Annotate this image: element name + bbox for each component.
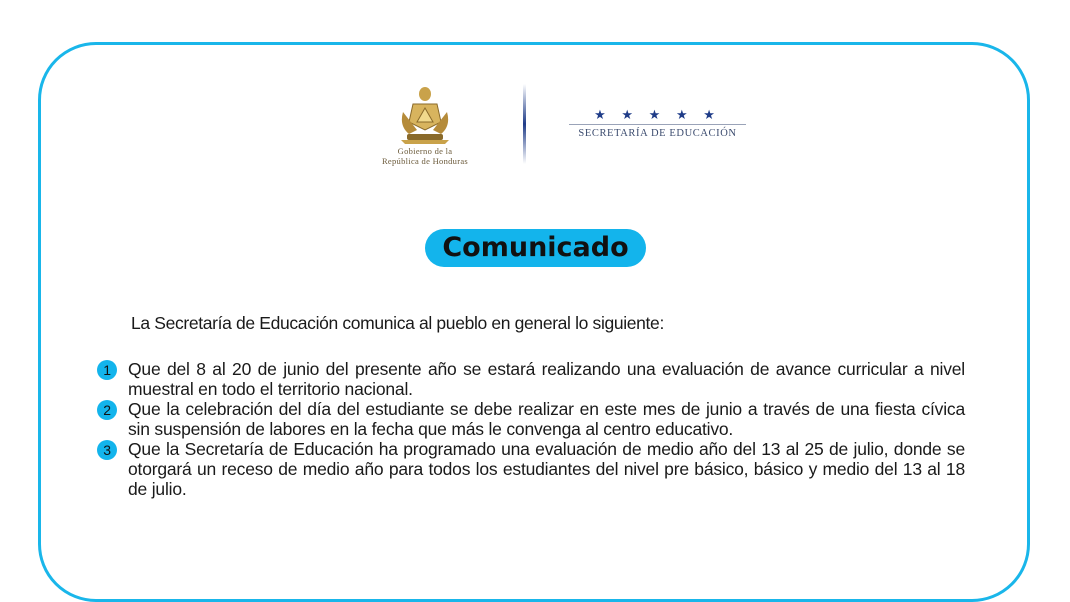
government-name	[360, 146, 490, 166]
list-item	[97, 399, 965, 439]
coat-of-arms-icon	[395, 82, 455, 144]
number-badge: 3	[97, 440, 117, 460]
government-name-line2: República de Honduras	[381, 156, 469, 166]
number-badge: 1	[97, 360, 117, 380]
list-item	[97, 359, 965, 399]
secretaria-name: SECRETARÍA DE EDUCACIÓN	[578, 128, 737, 139]
number-badge: 2	[97, 400, 117, 420]
secretaria-logo	[565, 108, 750, 139]
header-divider	[523, 84, 526, 164]
government-name-line1: Gobierno de la	[397, 146, 453, 156]
document-title: Comunicado	[425, 229, 646, 267]
stars-icon: ★ ★ ★ ★ ★	[594, 107, 721, 122]
secretaria-rule	[569, 124, 746, 125]
header-logos	[360, 82, 760, 182]
announcement-list	[97, 359, 965, 499]
list-item-text: Que la Secretaría de Educación ha programado una evaluación de medio año del 13 al 25 de julio, donde se otorgará un receso de medio año para todos los estudiantes del nivel pre básico, básico y medio del 13 al 18 de julio.	[128, 439, 965, 499]
government-logo	[360, 82, 490, 182]
intro-text: La Secretaría de Educación comunica al pueblo en general lo siguiente:	[131, 313, 664, 333]
list-item	[97, 439, 965, 499]
list-item-text: Que la celebración del día del estudiante se debe realizar en este mes de junio a través de una fiesta cívica sin suspensión de labores en la fecha que más le convenga al centro educativo.	[128, 399, 965, 439]
list-item-text: Que del 8 al 20 de junio del presente año se estará realizando una evaluación de avance curricular a nivel muestral en todo el territorio nacional.	[128, 359, 965, 399]
